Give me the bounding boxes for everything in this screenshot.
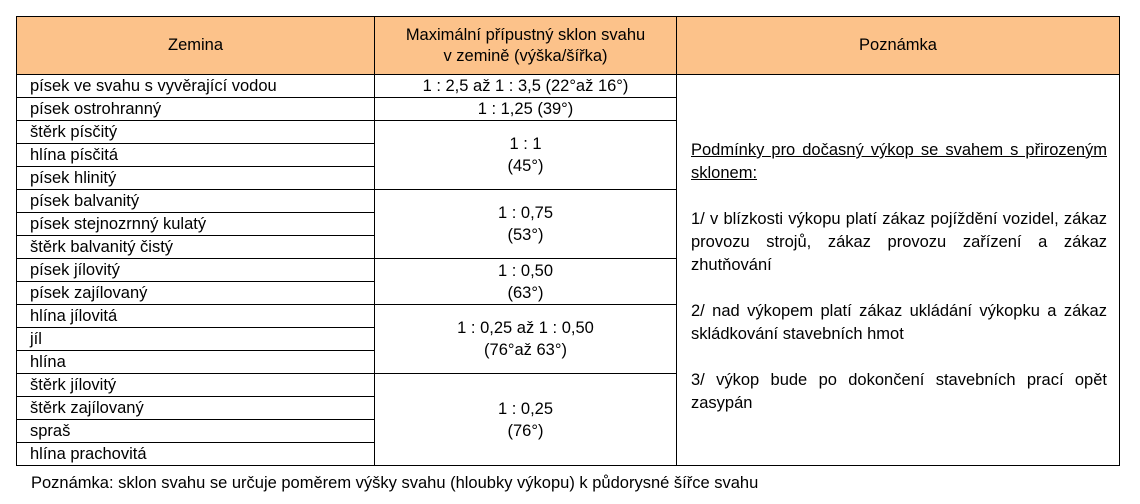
note-item: 1/ v blízkosti výkopu platí zákaz pojíždění vozidel, zákaz provozu strojů, zákaz provozu zařízení a zákaz zhutňování <box>691 210 1107 274</box>
header-slope <box>375 17 677 75</box>
slope-ratio: 1 : 0,50 <box>497 261 554 280</box>
note-heading: Podmínky pro dočasný výkop se svahem s přirozeným sklonem: <box>691 141 1107 182</box>
soil-cell: jíl <box>17 328 375 351</box>
soil-cell: hlína <box>17 351 375 374</box>
slope-cell <box>375 190 677 259</box>
soil-cell: štěrk balvanitý čistý <box>17 236 375 259</box>
soil-cell: štěrk jílovitý <box>17 374 375 397</box>
soil-cell: písek jílovitý <box>17 259 375 282</box>
slope-cell <box>375 305 677 374</box>
soil-cell: písek hlinitý <box>17 167 375 190</box>
slope-ratio: 1 : 1,25 (39°) <box>477 100 574 118</box>
note-item: 3/ výkop bude po dokončení stavebních prací opět zasypán <box>691 371 1107 412</box>
soil-cell: písek ve svahu s vyvěrající vodou <box>17 75 375 98</box>
soil-cell: štěrk písčitý <box>17 121 375 144</box>
soil-cell: štěrk zajílovaný <box>17 397 375 420</box>
slope-table <box>16 16 1120 466</box>
slope-ratio: 1 : 0,25 až 1 : 0,50 <box>457 319 594 337</box>
soil-cell: hlína jílovitá <box>17 305 375 328</box>
slope-ratio: 1 : 2,5 až 1 : 3,5 (22°až 16°) <box>422 77 629 95</box>
footnote: Poznámka: sklon svahu se určuje poměrem výšky svahu (hloubky výkopu) k půdorysné šířce svahu <box>31 474 759 492</box>
note-content <box>691 75 1107 415</box>
slope-cell <box>375 121 677 190</box>
table-body <box>17 75 1120 466</box>
slope-angle: (53°) <box>507 226 544 244</box>
slope-ratio: 1 : 0,25 <box>497 399 554 418</box>
header-row <box>17 17 1120 75</box>
slope-cell <box>375 75 677 98</box>
soil-cell: písek ostrohranný <box>17 98 375 121</box>
soil-cell: písek zajílovaný <box>17 282 375 305</box>
soil-cell: hlína prachovitá <box>17 443 375 466</box>
header-note: Poznámka <box>677 17 1120 75</box>
slope-angle: (45°) <box>507 157 544 175</box>
slope-angle: (76°) <box>507 421 544 440</box>
soil-cell: hlína písčitá <box>17 144 375 167</box>
slope-angle: (76°až 63°) <box>484 341 567 359</box>
header-soil: Zemina <box>17 17 375 75</box>
slope-cell <box>375 374 677 466</box>
table-row <box>17 75 1120 98</box>
soil-cell: písek stejnozrnný kulatý <box>17 213 375 236</box>
slope-cell <box>375 259 677 305</box>
note-item: 2/ nad výkopem platí zákaz ukládání výkopku a zákaz skládkování stavebních hmot <box>691 302 1107 343</box>
slope-angle: (63°) <box>507 283 544 302</box>
soil-cell: písek balvanitý <box>17 190 375 213</box>
header-slope-line2: v zemině (výška/šířka) <box>443 46 608 65</box>
slope-ratio: 1 : 0,75 <box>497 204 554 222</box>
header-slope-line1: Maximální přípustný sklon svahu <box>405 25 646 44</box>
slope-ratio: 1 : 1 <box>509 135 542 153</box>
note-cell <box>677 75 1120 466</box>
slope-cell <box>375 98 677 121</box>
soil-cell: spraš <box>17 420 375 443</box>
